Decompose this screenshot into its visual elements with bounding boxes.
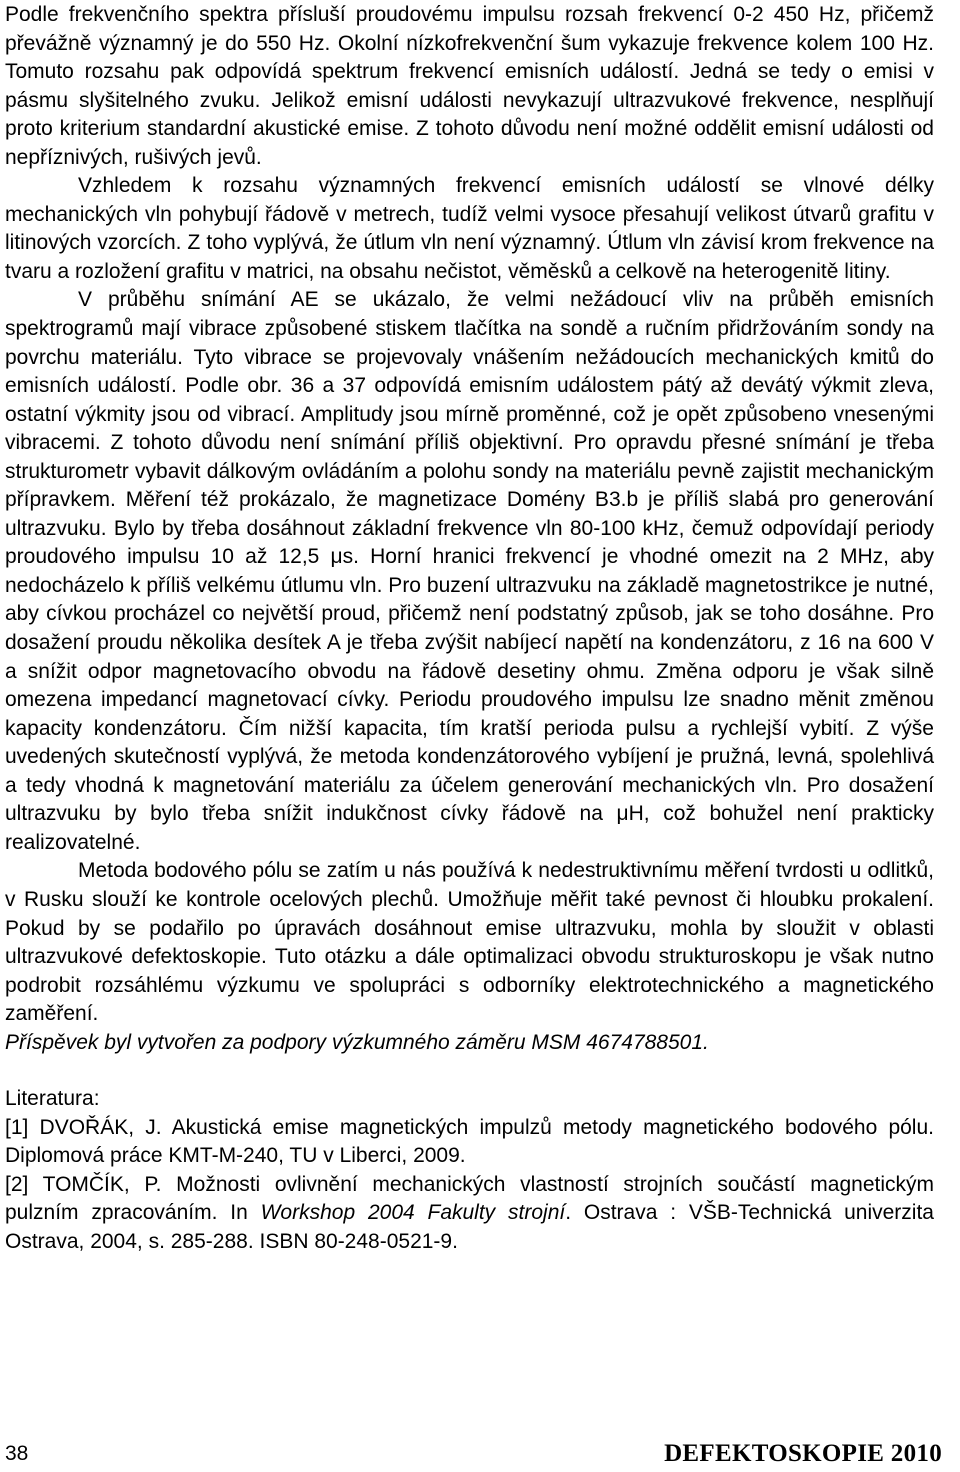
document-page	[5, 0, 934, 1257]
literature-heading: Literatura:	[5, 1087, 100, 1111]
reference-2-text: [2] TOMČÍK, P. Možnosti ovlivnění mechanických vlastností strojních součástí magnetickým pulzním zpracováním. In	[5, 1172, 934, 1225]
paragraph-method-conclusion: Metoda bodového pólu se zatím u nás používá k nedestruktivnímu měření tvrdosti u odlitků, v Rusku slouží ke kontrole ocelových plechů. Umožňuje měřit také pevnost či hloubku prokalení. Pokud by se podařilo po úpravách dosáhnout emise ultrazvuku, mohla by sloužit v oblasti ultrazvukové defektoskopie. Tuto otázku a dále optimalizaci obvodu strukturoskopu je však nutno podrobit rozsáhlému výzkumu ve spolupráci s odborníky elektrotechnického a magnetického zaměření.	[5, 859, 934, 1026]
page-number: 38	[5, 1442, 29, 1465]
acknowledgement: Příspěvek byl vytvořen za podpory výzkumného záměru MSM 4674788501.	[5, 1030, 709, 1054]
paragraph-frequency-spectrum: Podle frekvenčního spektra přísluší proudovému impulsu rozsah frekvencí 0-2 450 Hz, přičemž převážně významný je do 550 Hz. Okolní nízkofrekvenční šum vykazuje frekvence kolem 100 Hz. Tomuto rozsahu pak odpovídá spektrum frekvencí emisních událostí. Jedná se tedy o emisi v pásmu slyšitelného zvuku. Jelikož emisní události nevykazují ultrazvukové frekvence, nesplňují proto kriterium standardní akustické emise. Z tohoto důvodu není možné oddělit emisní události od nepříznivých, rušivých jevů.	[5, 3, 934, 169]
reference-2	[5, 1171, 934, 1257]
paragraph-wavelength: Vzhledem k rozsahu významných frekvencí emisních událostí se vlnové délky mechanických vln pohybují řádově v metrech, tudíž velmi vysoce přesahují velikost útvarů grafitu v litinových vzorcích. Z toho vyplývá, že útlum vln není významný. Útlum vln závisí krom frekvence na tvaru a rozložení grafitu v matrici, na obsahu nečistot, věměsků a celkově na heterogenitě litiny.	[5, 174, 934, 283]
reference-1	[5, 1114, 934, 1171]
reference-2-rest: . Ostrava : VŠB-Technická univerzita Ostrava, 2004, s. 285-288. ISBN 80-248-0521-9.	[5, 1201, 934, 1253]
journal-name: DEFEKTOSKOPIE 2010	[664, 1440, 942, 1467]
paragraph-vibrations: V průběhu snímání AE se ukázalo, že velmi nežádoucí vliv na průběh emisních spektrogramů mají vibrace způsobené stiskem tlačítka na sondě a ručním přidržováním sondy na povrchu materiálu. Tyto vibrace se projevovaly vnášením nežádoucích mechanických kmitů do emisních událostí. Podle obr. 36 a 37 odpovídá emisním událostem pátý až devátý výkmit zleva, ostatní výkmity jsou od vibrací. Amplitudy jsou mírně proměnné, což je opět způsobeno vnesenými vibracemi. Z tohoto důvodu není snímání příliš objektivní. Pro opravdu přesné snímání je třeba strukturometr vybavit dálkovým ovládáním a polohu sondy na materiálu pevně zajistit mechanickým přípravkem. Měření též prokázalo, že magnetizace Domény B3.b je příliš slabá pro generování ultrazvuku. Bylo by třeba dosáhnout základní frekvence vln 80-100 kHz, čemuž odpovídají periody proudového impulsu 10 až 12,5 μs. Horní hranici frekvencí je vhodné omezit na 2 MHz, aby nedocházelo k příliš velkému útlumu vln. Pro buzení ultrazvuku na základě magnetostrikce je nutné, aby cívkou procházel co největší proud, přičemž není podstatný způsob, jak se toho dosáhne. Pro dosažení proudu několika desítek A je třeba zvýšit nabíjecí napětí na kondenzátoru, z 16 na 600 V a snížit odpor magnetovacího obvodu na řádově desetiny ohmu. Změna odporu je však silně omezena impedancí magnetovací cívky. Periodu proudového impulsu lze snadno měnit změnou kapacity kondenzátoru. Čím nižší kapacita, tím kratší perioda pulsu a rychlejší vybití. Z výše uvedených skutečností vyplývá, že metoda kondenzátorového vybíjení je pružná, levná, spolehlivá a tedy vhodná k magnetování materiálu za účelem generování mechanických vln. Pro dosažení ultrazvuku by bylo třeba snížit indukčnost cívky řádově na μH, což bohužel není prakticky realizovatelné.	[5, 288, 934, 854]
reference-2-venue: Workshop 2004 Fakulty strojní	[260, 1201, 566, 1225]
reference-1-text: [1] DVOŘÁK, J. Akustická emise magnetických impulzů metody magnetického bodového pólu. Diplomová práce KMT-M-240, TU v Liberci, 2009.	[5, 1115, 934, 1168]
